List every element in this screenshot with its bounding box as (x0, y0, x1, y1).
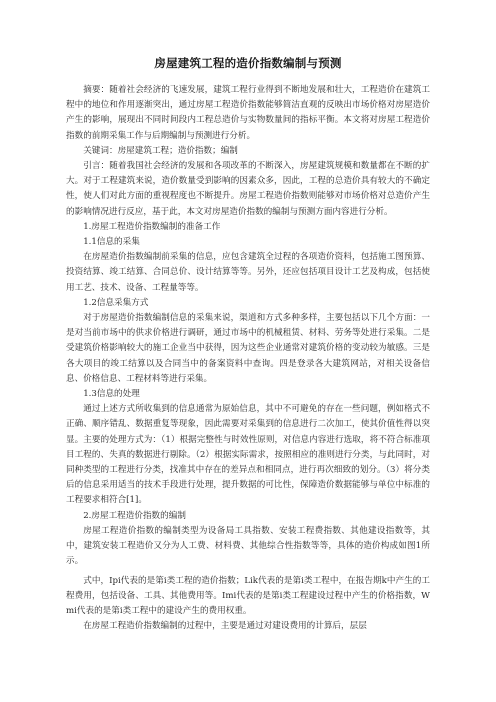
keywords-line: 关键词：房屋建筑工程；造价指数；编制 (83, 145, 238, 156)
section-heading-2: 2.房屋工程造价指数的编制 (83, 510, 186, 521)
subsection-heading-1-1: 1.1信息的采集 (83, 237, 140, 248)
subsection-heading-1-2: 1.2信息采集方式 (83, 297, 149, 308)
formula-explanation-paragraph: 式中，Ipi代表的是第i类工程的造价指数；Lik代表的是第i类工程中，在报告期k中产生的工程费用，包括设备、工具、其他费用等。Imi代表的是第i类工程建设过程中产生的价格指数，Wmi代表的是第i类工程中的建设产生的费用权重。 (66, 575, 430, 616)
intro-paragraph: 引言：随着我国社会经济的发展和各项改革的不断深入，房屋建筑规模和数量都在不断的扩大。对于工程建筑来说，造价数量受到影响的因素众多，因此，工程的总造价具有较大的不确定性，使人们对此方面的重视程度也不断提升。房屋工程造价指数则能够对市场价格对总造价产生的影响情况进行反应，基于此，本文对房屋造价指数的编制与预测方面内容进行分析。 (66, 161, 430, 217)
subsection-heading-1-3: 1.3信息的处理 (83, 389, 140, 400)
section-heading-1: 1.房屋工程造价指数编制的准备工作 (83, 221, 221, 232)
paragraph-1-3: 通过上述方式所收集到的信息通常为原始信息，其中不可避免的存在一些问题，例如格式不正确、顺序错乱、数据重复等现象，因此需要对采集到的信息进行二次加工，使其价值性得以突显。主要的处理方式为：（1）根据完整性与时效性原则，对信息内容进行选取，将不符合标准项目工程的、失真的数据进行剔除。（2）根据实际需求，按照相应的准则进行分类，与此同时，对同种类型的工程进行分类，找准其中存在的差异点和相同点，进行再次细致的划分。（3）将分类后的信息采用适当的技术手段进行处理，提升数据的可比性，保障造价数据能够与单位中标准的工程要求相符合[1]。 (66, 404, 430, 506)
paragraph-2: 房屋工程造价指数的编制类型为设备局工具指数、安装工程费指数、其他建设指数等，其中，建筑安装工程造价又分为人工费、材料费、其他综合性指数等等，具体的造价构成如图1所示。 (66, 525, 430, 567)
paragraph-1-2: 对于房屋造价指数编制信息的采集来说，渠道和方式多种多样，主要包括以下几个方面：一是对当前市场中的供求价格进行调研，通过市场中的机械租赁、材料、劳务等处进行采集。二是受建筑价格影响较大的施工企业当中获得，因为这些企业通常对建筑价格的变动较为敏感。三是各大项目的竣工结算以及合同当中的备案资料中查询。四是登录各大建筑网站，对相关设备信息、价格信息、工程材料等进行采集。 (66, 313, 430, 384)
abstract-paragraph: 摘要：随着社会经济的飞速发展，建筑工程行业得到不断地发展和壮大，工程造价在建筑工程中的地位和作用逐渐突出，通过房屋工程造价指数能够简洁直观的反映出市场价格对房屋造价产生的影响，展现出不同时间段内工程总造价与实物数量间的指标平衡。本文将对房屋工程造价指数的前期采集工作与后期编制与预测进行分析。 (66, 85, 430, 141)
document-title: 房屋建筑工程的造价指数编制与预测 (154, 56, 342, 70)
paragraph-continued: 在房屋工程造价指数编制的过程中，主要是通过对建设费用的计算后，层层 (83, 621, 367, 632)
paragraph-1-1: 在房屋造价指数编制前采集的信息，应包含建筑全过程的各项造价资料，包括施工图预算、投资结算、竣工结算、合同总价、设计结算等等。另外，还应包括项目设计工艺及构成，包括使用工艺、技术、设备、工程量等等。 (66, 252, 430, 293)
